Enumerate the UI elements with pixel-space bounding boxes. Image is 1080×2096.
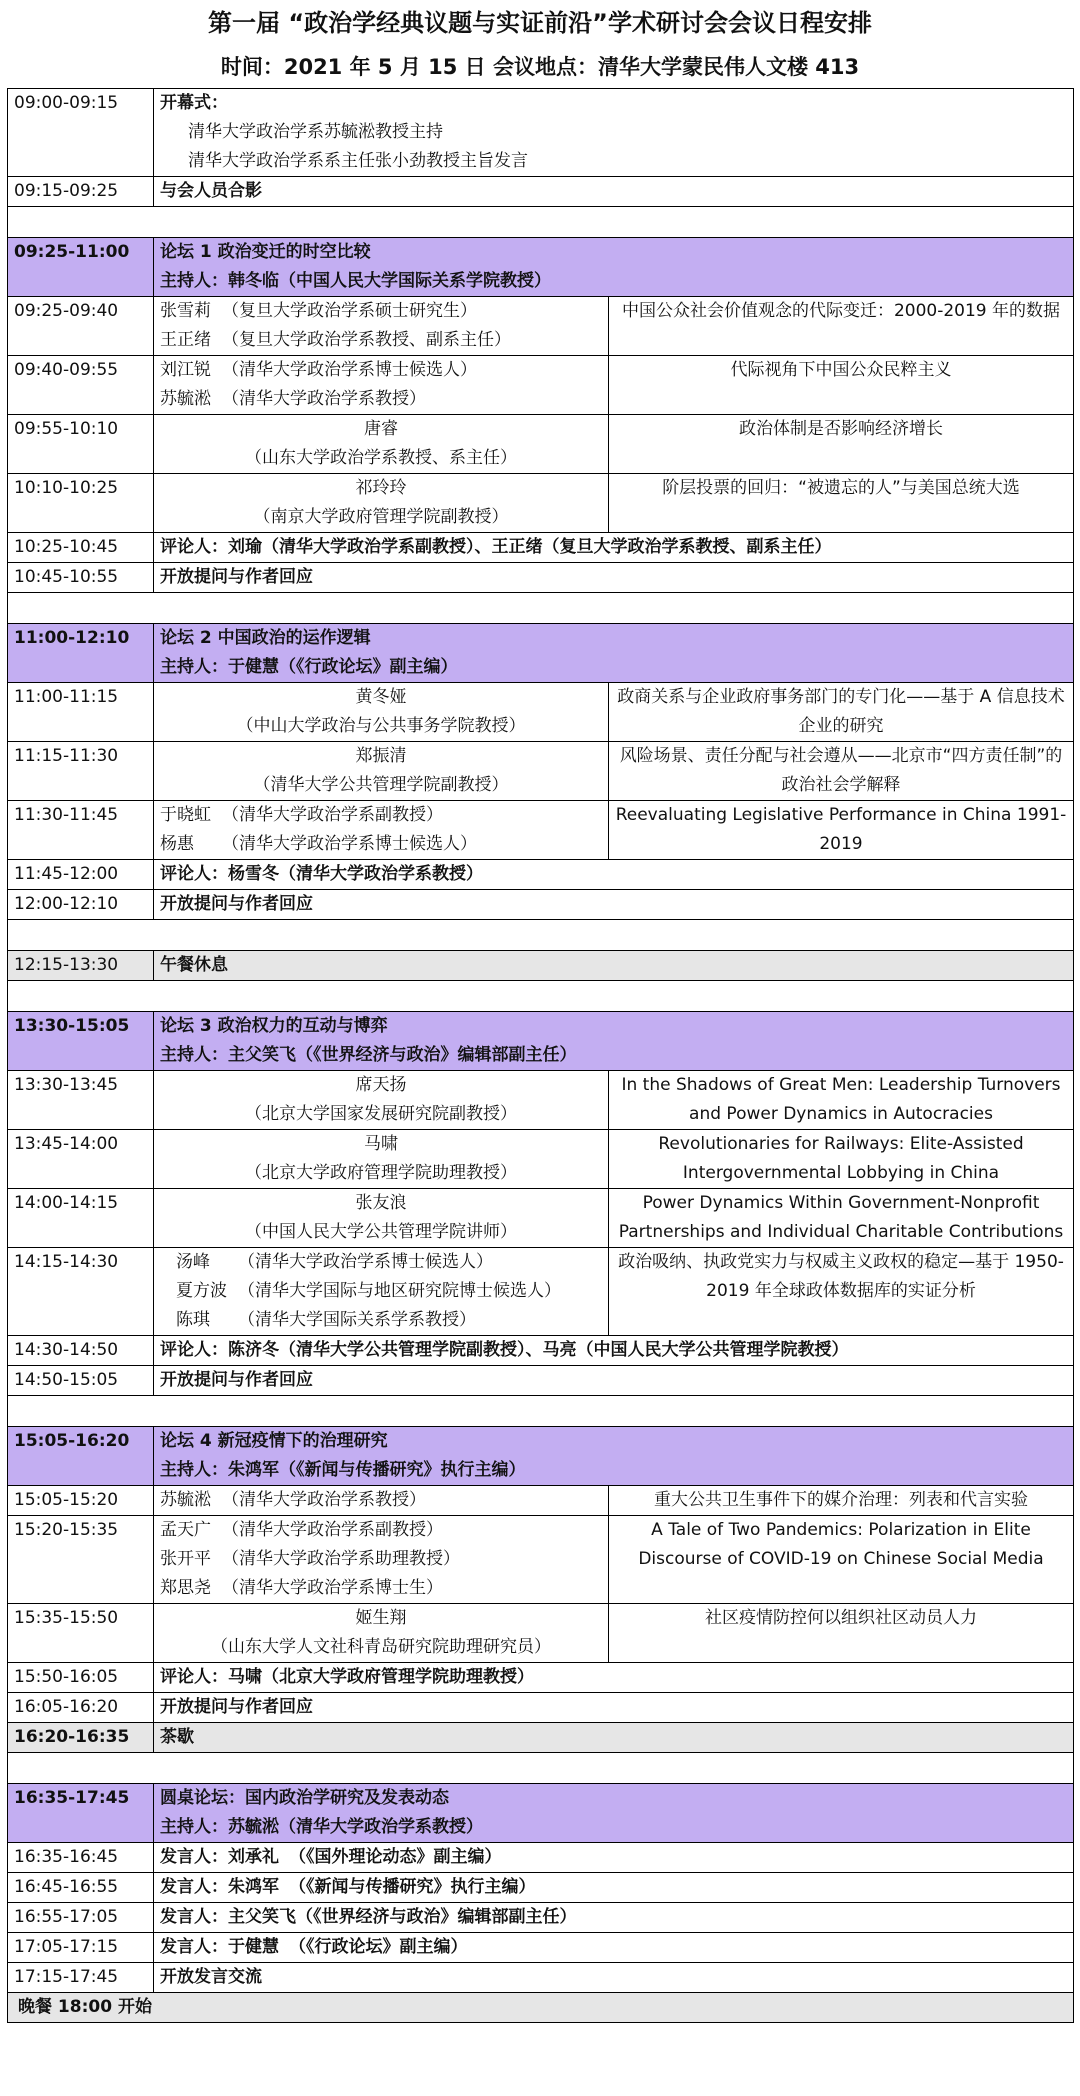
paper-title: 社区疫情防控何以组织社区动员人力 — [609, 1604, 1074, 1663]
forum-time: 13:30-15:05 — [8, 1012, 154, 1071]
speaker-name: 马啸 — [364, 1134, 398, 1154]
speaker-name: 孟天广 — [160, 1520, 211, 1540]
paper-title: 阶层投票的回归：“被遗忘的人”与美国总统大选 — [609, 474, 1074, 533]
discussant-row — [8, 1336, 1074, 1366]
time-cell: 16:35-16:45 — [8, 1843, 154, 1873]
qa-label: 开放提问与作者回应 — [154, 1693, 1074, 1723]
speaker-cell — [154, 1248, 609, 1336]
opening-line: 清华大学政治学系苏毓淞教授主持 — [188, 122, 443, 142]
schedule-table — [7, 88, 1074, 2023]
speaker-affil: （中国人民大学公共管理学院讲师） — [245, 1222, 517, 1242]
forum-time: 11:00-12:10 — [8, 624, 154, 683]
paper-title: 代际视角下中国公众民粹主义 — [609, 356, 1074, 415]
speaker-name: 杨惠 — [160, 834, 194, 854]
qa-label: 开放提问与作者回应 — [154, 1366, 1074, 1396]
session-row — [8, 1248, 1074, 1336]
speaker-cell — [154, 683, 609, 742]
paper-title: 政治吸纳、执政党实力与权威主义政权的稳定—基于 1950-2019 年全球政体数据库的实证分析 — [609, 1248, 1074, 1336]
time-cell: 09:15-09:25 — [8, 177, 154, 207]
time-cell: 12:00-12:10 — [8, 890, 154, 920]
speaker-cell — [154, 415, 609, 474]
speaker-name: 唐睿 — [364, 419, 398, 439]
paper-title: Reevaluating Legislative Performance in China 1991-2019 — [609, 801, 1074, 860]
session-row — [8, 1130, 1074, 1189]
time-cell: 16:45-16:55 — [8, 1873, 154, 1903]
speaker-cell — [154, 1604, 609, 1663]
lunch-label: 午餐休息 — [154, 951, 1074, 981]
discussant-text — [154, 533, 1074, 563]
time-cell: 10:25-10:45 — [8, 533, 154, 563]
forum-host: 主持人：于健慧（《行政论坛》副主编） — [160, 657, 458, 677]
speaker-name: 发言人：朱鸿军 — [160, 1877, 279, 1897]
time-cell: 09:25-09:40 — [8, 297, 154, 356]
forum-header-row — [8, 1427, 1074, 1486]
session-row — [8, 356, 1074, 415]
speaker-cell — [154, 1071, 609, 1130]
speaker-name: 陈琪 — [176, 1310, 210, 1330]
forum-host: 主持人：朱鸿军（《新闻与传播研究》执行主编） — [160, 1460, 526, 1480]
forum-title: 圆桌论坛：国内政治学研究及发表动态 — [160, 1788, 449, 1808]
paper-title: Revolutionaries for Railways: Elite-Assisted Intergovernmental Lobbying in China — [609, 1130, 1074, 1189]
speaker-affil: （清华大学政治学系副教授） — [222, 805, 443, 825]
time-cell: 16:05-16:20 — [8, 1693, 154, 1723]
qa-label: 开放提问与作者回应 — [154, 890, 1074, 920]
roundtable-header-row — [8, 1784, 1074, 1843]
speaker-affil: （清华大学政治学系博士生） — [222, 1578, 443, 1598]
paper-title: 政商关系与企业政府事务部门的专门化——基于 A 信息技术企业的研究 — [609, 683, 1074, 742]
forum-title-cell — [154, 624, 1074, 683]
qa-row — [8, 890, 1074, 920]
paper-title: In the Shadows of Great Men: Leadership Turnovers and Power Dynamics in Autocracies — [609, 1071, 1074, 1130]
forum-title-cell — [154, 238, 1074, 297]
photo-label: 与会人员合影 — [154, 177, 1074, 207]
forum-header-row — [8, 1012, 1074, 1071]
speaker-cell — [154, 1130, 609, 1189]
time-cell: 13:45-14:00 — [8, 1130, 154, 1189]
speaker-name: 姬生翔 — [355, 1608, 407, 1628]
opening-label: 开幕式： — [160, 93, 228, 113]
speaker-name: 苏毓淞 — [160, 1490, 211, 1510]
qa-row — [8, 1693, 1074, 1723]
roundtable-row — [8, 1903, 1074, 1933]
speaker-affil: （清华大学国际与地区研究院博士候选人） — [238, 1281, 561, 1301]
dinner-row — [8, 1993, 1074, 2023]
speaker-cell — [154, 297, 609, 356]
forum-title-cell — [154, 1784, 1074, 1843]
forum-time: 09:25-11:00 — [8, 238, 154, 297]
roundtable-open-row — [8, 1963, 1074, 1993]
speaker-name: 黄冬娅 — [355, 687, 407, 707]
speaker-cell — [154, 1516, 609, 1604]
photo-row — [8, 177, 1074, 207]
speaker-name: 发言人：刘承礼 — [160, 1847, 279, 1867]
spacer-row — [8, 207, 1074, 238]
time-cell: 14:30-14:50 — [8, 1336, 154, 1366]
discussant-text: 评论人：陈济冬（清华大学公共管理学院副教授）、马亮（中国人民大学公共管理学院教授） — [154, 1336, 1074, 1366]
speaker-name: 王正绪 — [160, 330, 211, 350]
session-row — [8, 1604, 1074, 1663]
session-row — [8, 415, 1074, 474]
opening-row — [8, 89, 1074, 177]
tea-label: 茶歇 — [154, 1723, 1074, 1753]
roundtable-row — [8, 1933, 1074, 1963]
spacer-row — [8, 981, 1074, 1012]
speaker-name: 于晓虹 — [160, 805, 211, 825]
session-row — [8, 683, 1074, 742]
session-row — [8, 297, 1074, 356]
time-cell: 09:55-10:10 — [8, 415, 154, 474]
forum-title: 论坛 4 新冠疫情下的治理研究 — [160, 1431, 388, 1451]
speaker-name: 席天扬 — [355, 1075, 407, 1095]
paper-title: 重大公共卫生事件下的媒介治理：列表和代言实验 — [609, 1486, 1074, 1516]
speaker-name: 夏方波 — [176, 1281, 227, 1301]
time-cell: 09:40-09:55 — [8, 356, 154, 415]
opening-cell — [154, 89, 1074, 177]
session-row — [8, 801, 1074, 860]
speaker-cell — [154, 742, 609, 801]
time-cell: 15:50-16:05 — [8, 1663, 154, 1693]
paper-title: 政治体制是否影响经济增长 — [609, 415, 1074, 474]
speaker-name: 苏毓淞 — [160, 389, 211, 409]
time-cell: 16:20-16:35 — [8, 1723, 154, 1753]
speaker-name: 张雪莉 — [160, 301, 211, 321]
discussant-label: 评论人：刘瑜（清华大学政治学系副教授）、王正绪（复旦大学政治学系教授、副系主任） — [160, 537, 832, 557]
forum-title: 论坛 2 中国政治的运作逻辑 — [160, 628, 371, 648]
time-cell: 14:50-15:05 — [8, 1366, 154, 1396]
time-cell: 11:30-11:45 — [8, 801, 154, 860]
time-cell: 14:00-14:15 — [8, 1189, 154, 1248]
discussant-row — [8, 533, 1074, 563]
discussant-row — [8, 860, 1074, 890]
speaker-cell — [154, 1486, 609, 1516]
qa-label: 开放提问与作者回应 — [154, 563, 1074, 593]
speaker-affil: （清华大学国际关系学系教授） — [238, 1310, 476, 1330]
paper-title: Power Dynamics Within Government-Nonprofit Partnerships and Individual Charitable Contributions — [609, 1189, 1074, 1248]
speaker-affil: （复旦大学政治学系教授、副系主任） — [222, 330, 511, 350]
speaker-name: 发言人：于健慧 — [160, 1937, 279, 1957]
session-row — [8, 474, 1074, 533]
speaker-cell — [154, 356, 609, 415]
forum-header-row — [8, 624, 1074, 683]
time-cell: 17:05-17:15 — [8, 1933, 154, 1963]
forum-host: 主持人：苏毓淞（清华大学政治学系教授） — [160, 1817, 483, 1837]
time-cell: 12:15-13:30 — [8, 951, 154, 981]
paper-title: 中国公众社会价值观念的代际变迁：2000-2019 年的数据 — [609, 297, 1074, 356]
speaker-affil: （北京大学国家发展研究院副教授） — [245, 1104, 517, 1124]
forum-title: 论坛 3 政治权力的互动与博弈 — [160, 1016, 388, 1036]
speaker-name: 郑振清 — [355, 746, 407, 766]
time-cell: 14:15-14:30 — [8, 1248, 154, 1336]
speaker-affil: （清华大学政治学系副教授） — [222, 1520, 443, 1540]
session-row — [8, 1516, 1074, 1604]
time-cell: 16:55-17:05 — [8, 1903, 154, 1933]
roundtable-speaker — [154, 1903, 1074, 1933]
spacer-row — [8, 1753, 1074, 1784]
speaker-affil: （北京大学政府管理学院助理教授） — [245, 1163, 517, 1183]
time-cell: 11:45-12:00 — [8, 860, 154, 890]
paper-title: A Tale of Two Pandemics: Polarization in Elite Discourse of COVID-19 on Chinese Social Media — [609, 1516, 1074, 1604]
time-cell: 15:35-15:50 — [8, 1604, 154, 1663]
speaker-cell — [154, 801, 609, 860]
qa-row — [8, 1366, 1074, 1396]
page-subtitle: 时间：2021 年 5 月 15 日 会议地点：清华大学蒙民伟人文楼 413 — [220, 55, 860, 79]
forum-host: 主持人：韩冬临（中国人民大学国际关系学院教授） — [160, 271, 551, 291]
speaker-affil: （中山大学政治与公共事务学院教授） — [236, 716, 526, 736]
discussant-text: 评论人：马啸（北京大学政府管理学院助理教授） — [154, 1663, 1074, 1693]
speaker-affil: （《世界经济与政治》编辑部副主任） — [296, 1907, 577, 1927]
qa-row — [8, 563, 1074, 593]
roundtable-row — [8, 1873, 1074, 1903]
spacer-row — [8, 920, 1074, 951]
discussant-row — [8, 1663, 1074, 1693]
speaker-name: 祁玲玲 — [355, 478, 407, 498]
speaker-affil: （复旦大学政治学系硕士研究生） — [222, 301, 477, 321]
open-discussion-label: 开放发言交流 — [154, 1963, 1074, 1993]
opening-line: 清华大学政治学系系主任张小劲教授主旨发言 — [188, 151, 528, 171]
speaker-affil: （山东大学人文社科青岛研究院助理研究员） — [211, 1637, 551, 1657]
page-title: 第一届 “政治学经典议题与实证前沿”学术研讨会会议日程安排 — [208, 9, 872, 37]
forum-title: 论坛 1 政治变迁的时空比较 — [160, 242, 371, 262]
speaker-name: 汤峰 — [176, 1252, 210, 1272]
time-cell: 09:00-09:15 — [8, 89, 154, 177]
speaker-affil: （清华大学政治学系教授） — [222, 1490, 426, 1510]
paper-title: 风险场景、责任分配与社会遵从——北京市“四方责任制”的政治社会学解释 — [609, 742, 1074, 801]
forum-title-cell — [154, 1427, 1074, 1486]
speaker-affil: （南京大学政府管理学院副教授） — [253, 507, 509, 527]
speaker-affil: （山东大学政治学系教授、系主任） — [245, 448, 517, 468]
time-cell: 15:20-15:35 — [8, 1516, 154, 1604]
time-cell: 11:15-11:30 — [8, 742, 154, 801]
spacer-row — [8, 1396, 1074, 1427]
time-cell: 15:05-15:20 — [8, 1486, 154, 1516]
forum-time: 15:05-16:20 — [8, 1427, 154, 1486]
session-row — [8, 1071, 1074, 1130]
discussant-text: 评论人：杨雪冬（清华大学政治学系教授） — [154, 860, 1074, 890]
speaker-name: 张友浪 — [355, 1193, 407, 1213]
dinner-label: 晚餐 18:00 开始 — [8, 1993, 1074, 2023]
time-cell: 11:00-11:15 — [8, 683, 154, 742]
time-cell: 10:10-10:25 — [8, 474, 154, 533]
session-row — [8, 742, 1074, 801]
session-row — [8, 1189, 1074, 1248]
forum-header-row — [8, 238, 1074, 297]
speaker-affil: （清华大学政治学系助理教授） — [222, 1549, 460, 1569]
speaker-affil: （清华大学公共管理学院副教授） — [253, 775, 509, 795]
time-cell: 13:30-13:45 — [8, 1071, 154, 1130]
speaker-name: 张开平 — [160, 1549, 211, 1569]
session-row — [8, 1486, 1074, 1516]
speaker-name: 郑思尧 — [160, 1578, 211, 1598]
speaker-cell — [154, 1189, 609, 1248]
forum-title-cell — [154, 1012, 1074, 1071]
speaker-affil: （清华大学政治学系博士候选人） — [238, 1252, 493, 1272]
time-cell: 17:15-17:45 — [8, 1963, 154, 1993]
speaker-cell — [154, 474, 609, 533]
roundtable-speaker — [154, 1933, 1074, 1963]
speaker-affil: （清华大学政治学系博士候选人） — [222, 360, 477, 380]
speaker-affil: （清华大学政治学系教授） — [222, 389, 426, 409]
speaker-affil: （《新闻与传播研究》执行主编） — [289, 1877, 536, 1897]
time-cell: 10:45-10:55 — [8, 563, 154, 593]
lunch-row — [8, 951, 1074, 981]
spacer-row — [8, 593, 1074, 624]
speaker-name: 发言人：主父笑飞 — [160, 1907, 296, 1927]
speaker-name: 刘江锐 — [160, 360, 211, 380]
roundtable-row — [8, 1843, 1074, 1873]
speaker-affil: （《行政论坛》副主编） — [289, 1937, 468, 1957]
forum-time: 16:35-17:45 — [8, 1784, 154, 1843]
roundtable-speaker — [154, 1843, 1074, 1873]
forum-host: 主持人：主父笑飞（《世界经济与政治》编辑部副主任） — [160, 1045, 577, 1065]
speaker-affil: （清华大学政治学系博士候选人） — [222, 834, 477, 854]
speaker-affil: （《国外理论动态》副主编） — [289, 1847, 502, 1867]
tea-row — [8, 1723, 1074, 1753]
roundtable-speaker — [154, 1873, 1074, 1903]
